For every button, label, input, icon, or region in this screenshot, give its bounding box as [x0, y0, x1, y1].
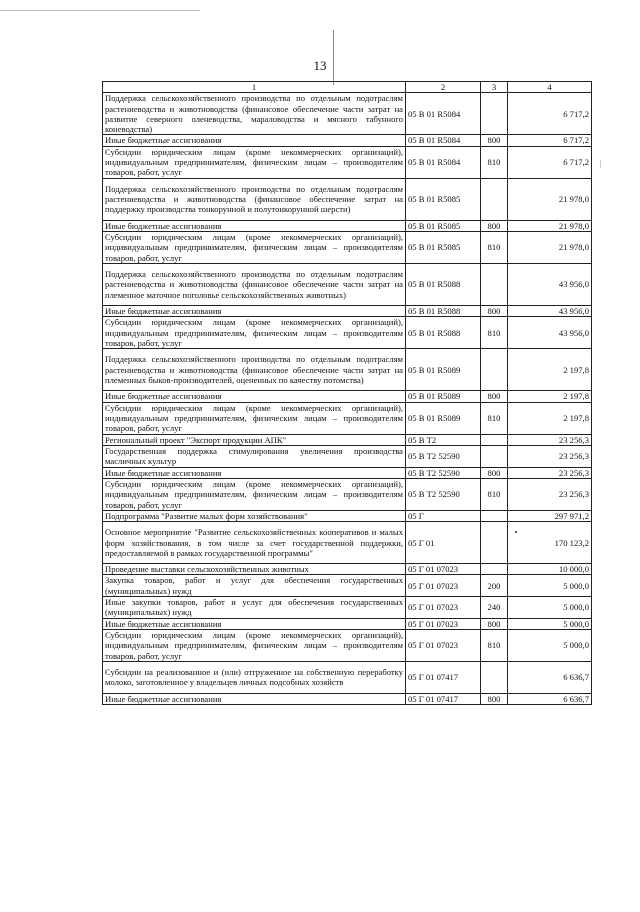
row-code: 05 Г [406, 510, 481, 521]
row-code: 05 Г 01 07023 [406, 564, 481, 575]
row-description: Поддержка сельскохозяйственного производства по отдельным подотраслям растениеводства и животноводства (финансовое обеспечение затрат на поддержку производства тонкорунной и полутонкорунной шерсти) [103, 178, 406, 220]
row-description: Иные бюджетные ассигнования [103, 391, 406, 402]
row-amount: 23 256,3 [508, 434, 592, 445]
row-code: 05 Г 01 07023 [406, 629, 481, 661]
row-amount: 297 971,2 [508, 510, 592, 521]
page-number: 13 [313, 58, 327, 73]
row-amount: 5 000,0 [508, 597, 592, 619]
row-expense-type: 800 [481, 467, 508, 478]
row-expense-type: 200 [481, 575, 508, 597]
table-row [103, 93, 592, 135]
row-amount: 23 256,3 [508, 467, 592, 478]
row-code: 05 В 01 R5084 [406, 135, 481, 146]
row-amount: 23 256,3 [508, 478, 592, 510]
row-description: Субсидии юридическим лицам (кроме некоммерческих организаций), индивидуальным предпринимателям, физическим лицам – производителям товаров, работ, услуг [103, 402, 406, 434]
table-row [103, 220, 592, 231]
table-row [103, 434, 592, 445]
table-row [103, 467, 592, 478]
row-expense-type [481, 661, 508, 693]
row-description: Субсидии юридическим лицам (кроме некоммерческих организаций), индивидуальным предпринимателям, физическим лицам – производителям товаров, работ, услуг [103, 232, 406, 264]
row-amount: 21 978,0 [508, 220, 592, 231]
row-amount: 5 000,0 [508, 629, 592, 661]
row-amount: 23 256,3 [508, 445, 592, 467]
row-amount: 6 717,2 [508, 146, 592, 178]
table-row [103, 597, 592, 619]
row-amount: 6 636,7 [508, 661, 592, 693]
table-row [103, 661, 592, 693]
row-expense-type: 240 [481, 597, 508, 619]
row-amount: 2 197,8 [508, 391, 592, 402]
row-code: 05 В 01 R5085 [406, 232, 481, 264]
row-amount: 10 000,0 [508, 564, 592, 575]
row-expense-type [481, 510, 508, 521]
row-expense-type: 800 [481, 220, 508, 231]
table-row [103, 522, 592, 564]
row-amount: 2 197,8 [508, 349, 592, 391]
table-row [103, 575, 592, 597]
row-amount: 43 956,0 [508, 264, 592, 306]
row-amount: 43 956,0 [508, 317, 592, 349]
row-code: 05 В 01 R5088 [406, 264, 481, 306]
scan-artifact [0, 10, 200, 11]
row-code: 05 Г 01 [406, 522, 481, 564]
row-expense-type: 810 [481, 402, 508, 434]
table-row [103, 135, 592, 146]
row-expense-type: 800 [481, 306, 508, 317]
row-code: 05 В 01 R5088 [406, 317, 481, 349]
table-row [103, 391, 592, 402]
row-code: 05 В Т2 [406, 434, 481, 445]
row-expense-type: 800 [481, 391, 508, 402]
row-amount: 6 636,7 [508, 693, 592, 704]
row-description: Иные бюджетные ассигнования [103, 693, 406, 704]
row-expense-type [481, 445, 508, 467]
row-description: Поддержка сельскохозяйственного производства по отдельным подотраслям растениеводства и животноводства (финансовое обеспечение части затрат на племенное маточное поголовье сельскохозяйственных животных) [103, 264, 406, 306]
row-description: Иные закупки товаров, работ и услуг для обеспечения государственных (муниципальных) нужд [103, 597, 406, 619]
row-expense-type: 810 [481, 317, 508, 349]
scan-artifact [600, 160, 601, 168]
column-header-1: 1 [103, 82, 406, 93]
table-row [103, 510, 592, 521]
row-expense-type [481, 178, 508, 220]
row-description: Региональный проект "Экспорт продукции АПК" [103, 434, 406, 445]
row-description: Субсидии на реализованное и (или) отгруженное на собственную переработку молоко, заготовленное у владельцев личных подсобных хозяйств [103, 661, 406, 693]
row-description: Иные бюджетные ассигнования [103, 618, 406, 629]
table-row [103, 693, 592, 704]
row-amount: 170 123,2 [508, 522, 592, 564]
column-header-2: 2 [406, 82, 481, 93]
row-description: Иные бюджетные ассигнования [103, 467, 406, 478]
row-description: Субсидии юридическим лицам (кроме некоммерческих организаций), индивидуальным предпринимателям, физическим лицам – производителям товаров, работ, услуг [103, 629, 406, 661]
row-expense-type [481, 349, 508, 391]
row-amount: 21 978,0 [508, 232, 592, 264]
table-row [103, 232, 592, 264]
table-row [103, 146, 592, 178]
row-code: 05 В 01 R5089 [406, 391, 481, 402]
table-row [103, 317, 592, 349]
row-expense-type: 810 [481, 146, 508, 178]
table-row [103, 618, 592, 629]
table-row [103, 445, 592, 467]
row-code: 05 В Т2 52590 [406, 445, 481, 467]
row-expense-type [481, 522, 508, 564]
table-row [103, 564, 592, 575]
row-amount: 6 717,2 [508, 93, 592, 135]
table-row [103, 629, 592, 661]
table-row [103, 178, 592, 220]
row-amount: 6 717,2 [508, 135, 592, 146]
row-description: Закупка товаров, работ и услуг для обеспечения государственных (муниципальных) нужд [103, 575, 406, 597]
row-expense-type: 810 [481, 232, 508, 264]
table-row [103, 349, 592, 391]
row-description: Государственная поддержка стимулирования увеличения производства масличных культур [103, 445, 406, 467]
row-description: Субсидии юридическим лицам (кроме некоммерческих организаций), индивидуальным предпринимателям, физическим лицам – производителям товаров, работ, услуг [103, 146, 406, 178]
row-amount: 2 197,8 [508, 402, 592, 434]
row-description: Иные бюджетные ассигнования [103, 220, 406, 231]
row-expense-type: 800 [481, 618, 508, 629]
row-amount: 21 978,0 [508, 178, 592, 220]
table-header-row [103, 82, 592, 93]
row-description: Поддержка сельскохозяйственного производства по отдельным подотраслям растениеводства и животноводства (финансовое обеспечение части затрат на развитие северного оленеводства, мараловодства и мясного табунного коневодства) [103, 93, 406, 135]
row-code: 05 В 01 R5085 [406, 178, 481, 220]
row-expense-type: 810 [481, 629, 508, 661]
row-code: 05 Г 01 07417 [406, 693, 481, 704]
ink-dot [515, 531, 517, 533]
row-description: Иные бюджетные ассигнования [103, 306, 406, 317]
row-code: 05 Г 01 07417 [406, 661, 481, 693]
row-code: 05 В 01 R5088 [406, 306, 481, 317]
row-amount: 43 956,0 [508, 306, 592, 317]
row-code: 05 В 01 R5089 [406, 402, 481, 434]
table-row [103, 264, 592, 306]
budget-table [102, 81, 592, 705]
row-description: Подпрограмма "Развитие малых форм хозяйствования" [103, 510, 406, 521]
row-amount: 5 000,0 [508, 618, 592, 629]
column-header-4: 4 [508, 82, 592, 93]
row-expense-type [481, 264, 508, 306]
row-description: Субсидии юридическим лицам (кроме некоммерческих организаций), индивидуальным предпринимателям, физическим лицам – производителям товаров, работ, услуг [103, 317, 406, 349]
row-code: 05 В 01 R5084 [406, 93, 481, 135]
row-code: 05 В 01 R5084 [406, 146, 481, 178]
row-code: 05 В Т2 52590 [406, 467, 481, 478]
row-description: Основное мероприятие "Развитие сельскохозяйственных кооперативов и малых форм хозяйствования, в том числе за счет государственной поддержки, предоставляемой в рамках государственной программы" [103, 522, 406, 564]
column-header-3: 3 [481, 82, 508, 93]
row-expense-type: 800 [481, 135, 508, 146]
row-expense-type [481, 93, 508, 135]
row-code: 05 В 01 R5085 [406, 220, 481, 231]
row-code: 05 Г 01 07023 [406, 597, 481, 619]
row-description: Иные бюджетные ассигнования [103, 135, 406, 146]
table-row [103, 402, 592, 434]
table-row [103, 478, 592, 510]
row-expense-type [481, 434, 508, 445]
table-row [103, 306, 592, 317]
row-description: Проведение выставки сельскохозяйственных животных [103, 564, 406, 575]
row-expense-type [481, 564, 508, 575]
row-expense-type: 810 [481, 478, 508, 510]
row-amount: 5 000,0 [508, 575, 592, 597]
row-code: 05 Г 01 07023 [406, 575, 481, 597]
row-code: 05 Г 01 07023 [406, 618, 481, 629]
row-description: Поддержка сельскохозяйственного производства по отдельным подотраслям растениеводства и животноводства (финансовое обеспечение части затрат на племенных быков-производителей, оцененных по качеству потомства) [103, 349, 406, 391]
row-code: 05 В 01 R5089 [406, 349, 481, 391]
row-expense-type: 800 [481, 693, 508, 704]
row-description: Субсидии юридическим лицам (кроме некоммерческих организаций), индивидуальным предпринимателям, физическим лицам – производителям товаров, работ, услуг [103, 478, 406, 510]
row-code: 05 В Т2 52590 [406, 478, 481, 510]
